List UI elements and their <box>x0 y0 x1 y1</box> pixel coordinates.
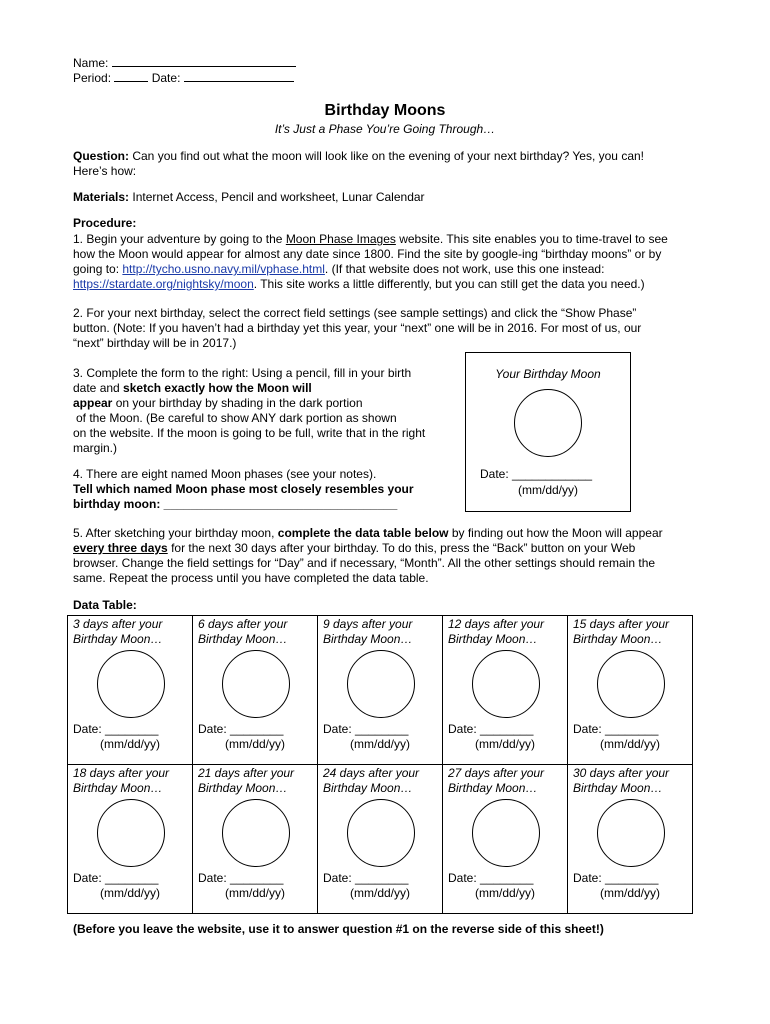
period-label: Period: <box>73 71 112 85</box>
step3-line-1: 3. Complete the form to the right: Using a pencil, fill in your birth <box>73 366 412 380</box>
cell-days-label: 12 days after your <box>448 617 545 631</box>
cell-days-label: 15 days after your <box>573 617 670 631</box>
step4-line-1: 4. There are eight named Moon phases (see your notes). <box>73 467 377 481</box>
cell-suffix-label: Birthday Moon… <box>198 781 288 795</box>
cell-date-format: (mm/dd/yy) <box>475 737 535 751</box>
cell-date-format: (mm/dd/yy) <box>350 886 410 900</box>
step1-line-4 <box>73 277 645 292</box>
name-line <box>73 55 296 71</box>
cell-suffix-label: Birthday Moon… <box>573 632 663 646</box>
step1-text-e: . This site works a little differently, but you can still get the data you need.) <box>253 277 645 291</box>
moon-sketch-circle[interactable] <box>347 799 415 867</box>
cell-suffix-label: Birthday Moon… <box>73 632 163 646</box>
cell-suffix-label: Birthday Moon… <box>323 632 413 646</box>
birthday-moon-box <box>465 352 631 512</box>
step4-line-3 <box>73 497 397 512</box>
date-label: Date: <box>151 71 181 85</box>
cell-date-field[interactable]: Date: ________ <box>198 871 284 885</box>
step2-line-3: “next” birthday will be in 2017.) <box>73 336 237 350</box>
cell-suffix-label: Birthday Moon… <box>73 781 163 795</box>
question-text: Can you find out what the moon will look like on the evening of your next birthday? Yes, you can! <box>132 149 644 163</box>
cell-heading <box>448 617 566 647</box>
moon-cell <box>193 616 318 765</box>
step3-line-5: on the website. If the moon is going to be full, write that in the right <box>73 426 426 440</box>
cell-days-label: 27 days after your <box>448 766 545 780</box>
cell-heading <box>573 617 691 647</box>
tycho-usno-link[interactable]: http://tycho.usno.navy.mil/vphase.html <box>122 262 325 276</box>
step3-text-a: date and <box>73 381 124 395</box>
cell-suffix-label: Birthday Moon… <box>448 781 538 795</box>
cell-heading <box>323 766 441 796</box>
cell-date-format: (mm/dd/yy) <box>600 737 660 751</box>
step4-line-2 <box>73 482 414 497</box>
question-line-2: Here’s how: <box>73 164 137 178</box>
moon-phase-images-link[interactable]: Moon Phase Images <box>285 232 396 246</box>
cell-date-field[interactable]: Date: ________ <box>73 722 159 736</box>
cell-days-label: 18 days after your <box>73 766 170 780</box>
step1-line-2: how the Moon would appear for almost any date since 1800. Find the site by google-ing “birthday moons” or by <box>73 247 662 261</box>
moon-cell <box>568 616 693 765</box>
period-blank[interactable] <box>114 70 148 82</box>
cell-date-format: (mm/dd/yy) <box>600 886 660 900</box>
moon-cell <box>68 765 193 914</box>
cell-heading <box>73 766 191 796</box>
stardate-link[interactable]: https://stardate.org/nightsky/moon <box>73 277 254 291</box>
birthday-moon-circle[interactable] <box>514 389 582 457</box>
cell-days-label: 6 days after your <box>198 617 288 631</box>
cell-date-field[interactable]: Date: ________ <box>198 722 284 736</box>
step1-text-d: . (If that website does not work, use this one instead: <box>324 262 605 276</box>
moon-cell <box>193 765 318 914</box>
moon-cell <box>68 616 193 765</box>
step3-bold-a: sketch exactly how the Moon will <box>123 381 312 395</box>
cell-date-field[interactable]: Date: ________ <box>573 871 659 885</box>
name-label: Name: <box>73 56 109 70</box>
step1-text-b: website. This site enables you to time-travel to see <box>395 232 668 246</box>
materials-text: Internet Access, Pencil and worksheet, Lunar Calendar <box>132 190 425 204</box>
step5-line-3: browser. Change the field settings for “Day” and if necessary, “Month”. All the other settings should remain the <box>73 556 656 570</box>
cell-days-label: 9 days after your <box>323 617 413 631</box>
data-table-label <box>73 598 137 613</box>
moon-cell <box>443 765 568 914</box>
cell-date-format: (mm/dd/yy) <box>475 886 535 900</box>
question-line-1 <box>73 149 644 164</box>
cell-days-label: 3 days after your <box>73 617 163 631</box>
moon-cell <box>443 616 568 765</box>
step2-line-1: 2. For your next birthday, select the correct field settings (see sample settings) and click the “Show Phase” <box>73 306 637 320</box>
moon-cell <box>568 765 693 914</box>
step3-line-2 <box>73 381 312 396</box>
cell-heading <box>323 617 441 647</box>
birthday-date-format: (mm/dd/yy) <box>518 483 578 497</box>
moon-sketch-circle[interactable] <box>222 799 290 867</box>
step5-text-a: 5. After sketching your birthday moon, <box>73 526 278 540</box>
step3-bold-b: appear <box>73 396 113 410</box>
materials-label: Materials: <box>73 190 130 204</box>
moon-sketch-circle[interactable] <box>472 799 540 867</box>
cell-suffix-label: Birthday Moon… <box>198 632 288 646</box>
cell-suffix-label: Birthday Moon… <box>448 632 538 646</box>
step1-line-1 <box>73 232 668 247</box>
cell-date-field[interactable]: Date: ________ <box>448 722 534 736</box>
cell-heading <box>573 766 691 796</box>
moon-cell <box>318 765 443 914</box>
step5-bold-b: every three days <box>73 541 168 555</box>
step5-bold-a: complete the data table below <box>277 526 449 540</box>
cell-date-format: (mm/dd/yy) <box>100 886 160 900</box>
step5-text-b: by finding out how the Moon will appear <box>448 526 663 540</box>
footer-note <box>73 922 604 937</box>
cell-suffix-label: Birthday Moon… <box>323 781 413 795</box>
moon-sketch-circle[interactable] <box>472 650 540 718</box>
birthday-moon-caption: Your Birthday Moon <box>495 367 601 381</box>
cell-date-field[interactable]: Date: ________ <box>573 722 659 736</box>
table-row <box>68 616 693 765</box>
cell-heading <box>198 617 316 647</box>
moon-sketch-circle[interactable] <box>222 650 290 718</box>
moon-sketch-circle[interactable] <box>347 650 415 718</box>
page-title: Birthday Moons <box>324 102 446 119</box>
date-blank[interactable] <box>184 70 294 82</box>
cell-days-label: 21 days after your <box>198 766 295 780</box>
step1-line-3 <box>73 262 604 277</box>
cell-date-field[interactable]: Date: ________ <box>448 871 534 885</box>
cell-days-label: 30 days after your <box>573 766 670 780</box>
moon-sketch-circle[interactable] <box>597 650 665 718</box>
step1-text-a: 1. Begin your adventure by going to the <box>73 232 286 246</box>
step3-text-b: on your birthday by shading in the dark portion <box>112 396 363 410</box>
step5-text-c: for the next 30 days after your birthday. To do this, press the “Back” button on your Web <box>167 541 636 555</box>
cell-date-format: (mm/dd/yy) <box>225 886 285 900</box>
moon-sketch-circle[interactable] <box>597 799 665 867</box>
page-subtitle: It’s Just a Phase You’re Going Through… <box>274 122 496 136</box>
table-row <box>68 765 693 914</box>
step4-bold-a: Tell which named Moon phase most closely resembles your <box>73 482 414 496</box>
step3-line-6: margin.) <box>73 441 118 455</box>
cell-date-field[interactable]: Date: ________ <box>323 722 409 736</box>
step3-line-4: of the Moon. (Be careful to show ANY dark portion as shown <box>76 411 397 425</box>
cell-date-format: (mm/dd/yy) <box>225 737 285 751</box>
cell-days-label: 24 days after your <box>323 766 420 780</box>
moon-sketch-circle[interactable] <box>97 650 165 718</box>
step5-line-1 <box>73 526 663 541</box>
moon-phase-answer-line[interactable]: birthday moon: ___________________________________ <box>73 497 398 511</box>
step3-line-3 <box>73 396 363 411</box>
birthday-date-field[interactable]: Date: ____________ <box>480 467 593 481</box>
period-date-line <box>73 70 294 86</box>
cell-heading <box>73 617 191 647</box>
moon-cell <box>318 616 443 765</box>
cell-date-format: (mm/dd/yy) <box>350 737 410 751</box>
step5-line-4: same. Repeat the process until you have completed the data table. <box>73 571 429 585</box>
step1-text-c: going to: <box>73 262 123 276</box>
step5-line-2 <box>73 541 635 556</box>
cell-suffix-label: Birthday Moon… <box>573 781 663 795</box>
moon-sketch-circle[interactable] <box>97 799 165 867</box>
question-label: Question: <box>73 149 129 163</box>
cell-date-field[interactable]: Date: ________ <box>323 871 409 885</box>
footer-note-text: (Before you leave the website, use it to answer question #1 on the reverse side of this sheet!) <box>73 922 604 936</box>
cell-date-format: (mm/dd/yy) <box>100 737 160 751</box>
cell-heading <box>448 766 566 796</box>
data-table-heading: Data Table: <box>73 598 137 612</box>
cell-heading <box>198 766 316 796</box>
name-blank[interactable] <box>112 55 296 67</box>
data-table <box>67 615 693 914</box>
step2-line-2: button. (Note: If you haven’t had a birthday yet this year, your “next” one will be in 2016. For most of us, our <box>73 321 642 335</box>
materials-line <box>73 190 425 205</box>
cell-date-field[interactable]: Date: ________ <box>73 871 159 885</box>
procedure-label <box>73 216 136 231</box>
procedure-heading: Procedure: <box>73 216 137 230</box>
